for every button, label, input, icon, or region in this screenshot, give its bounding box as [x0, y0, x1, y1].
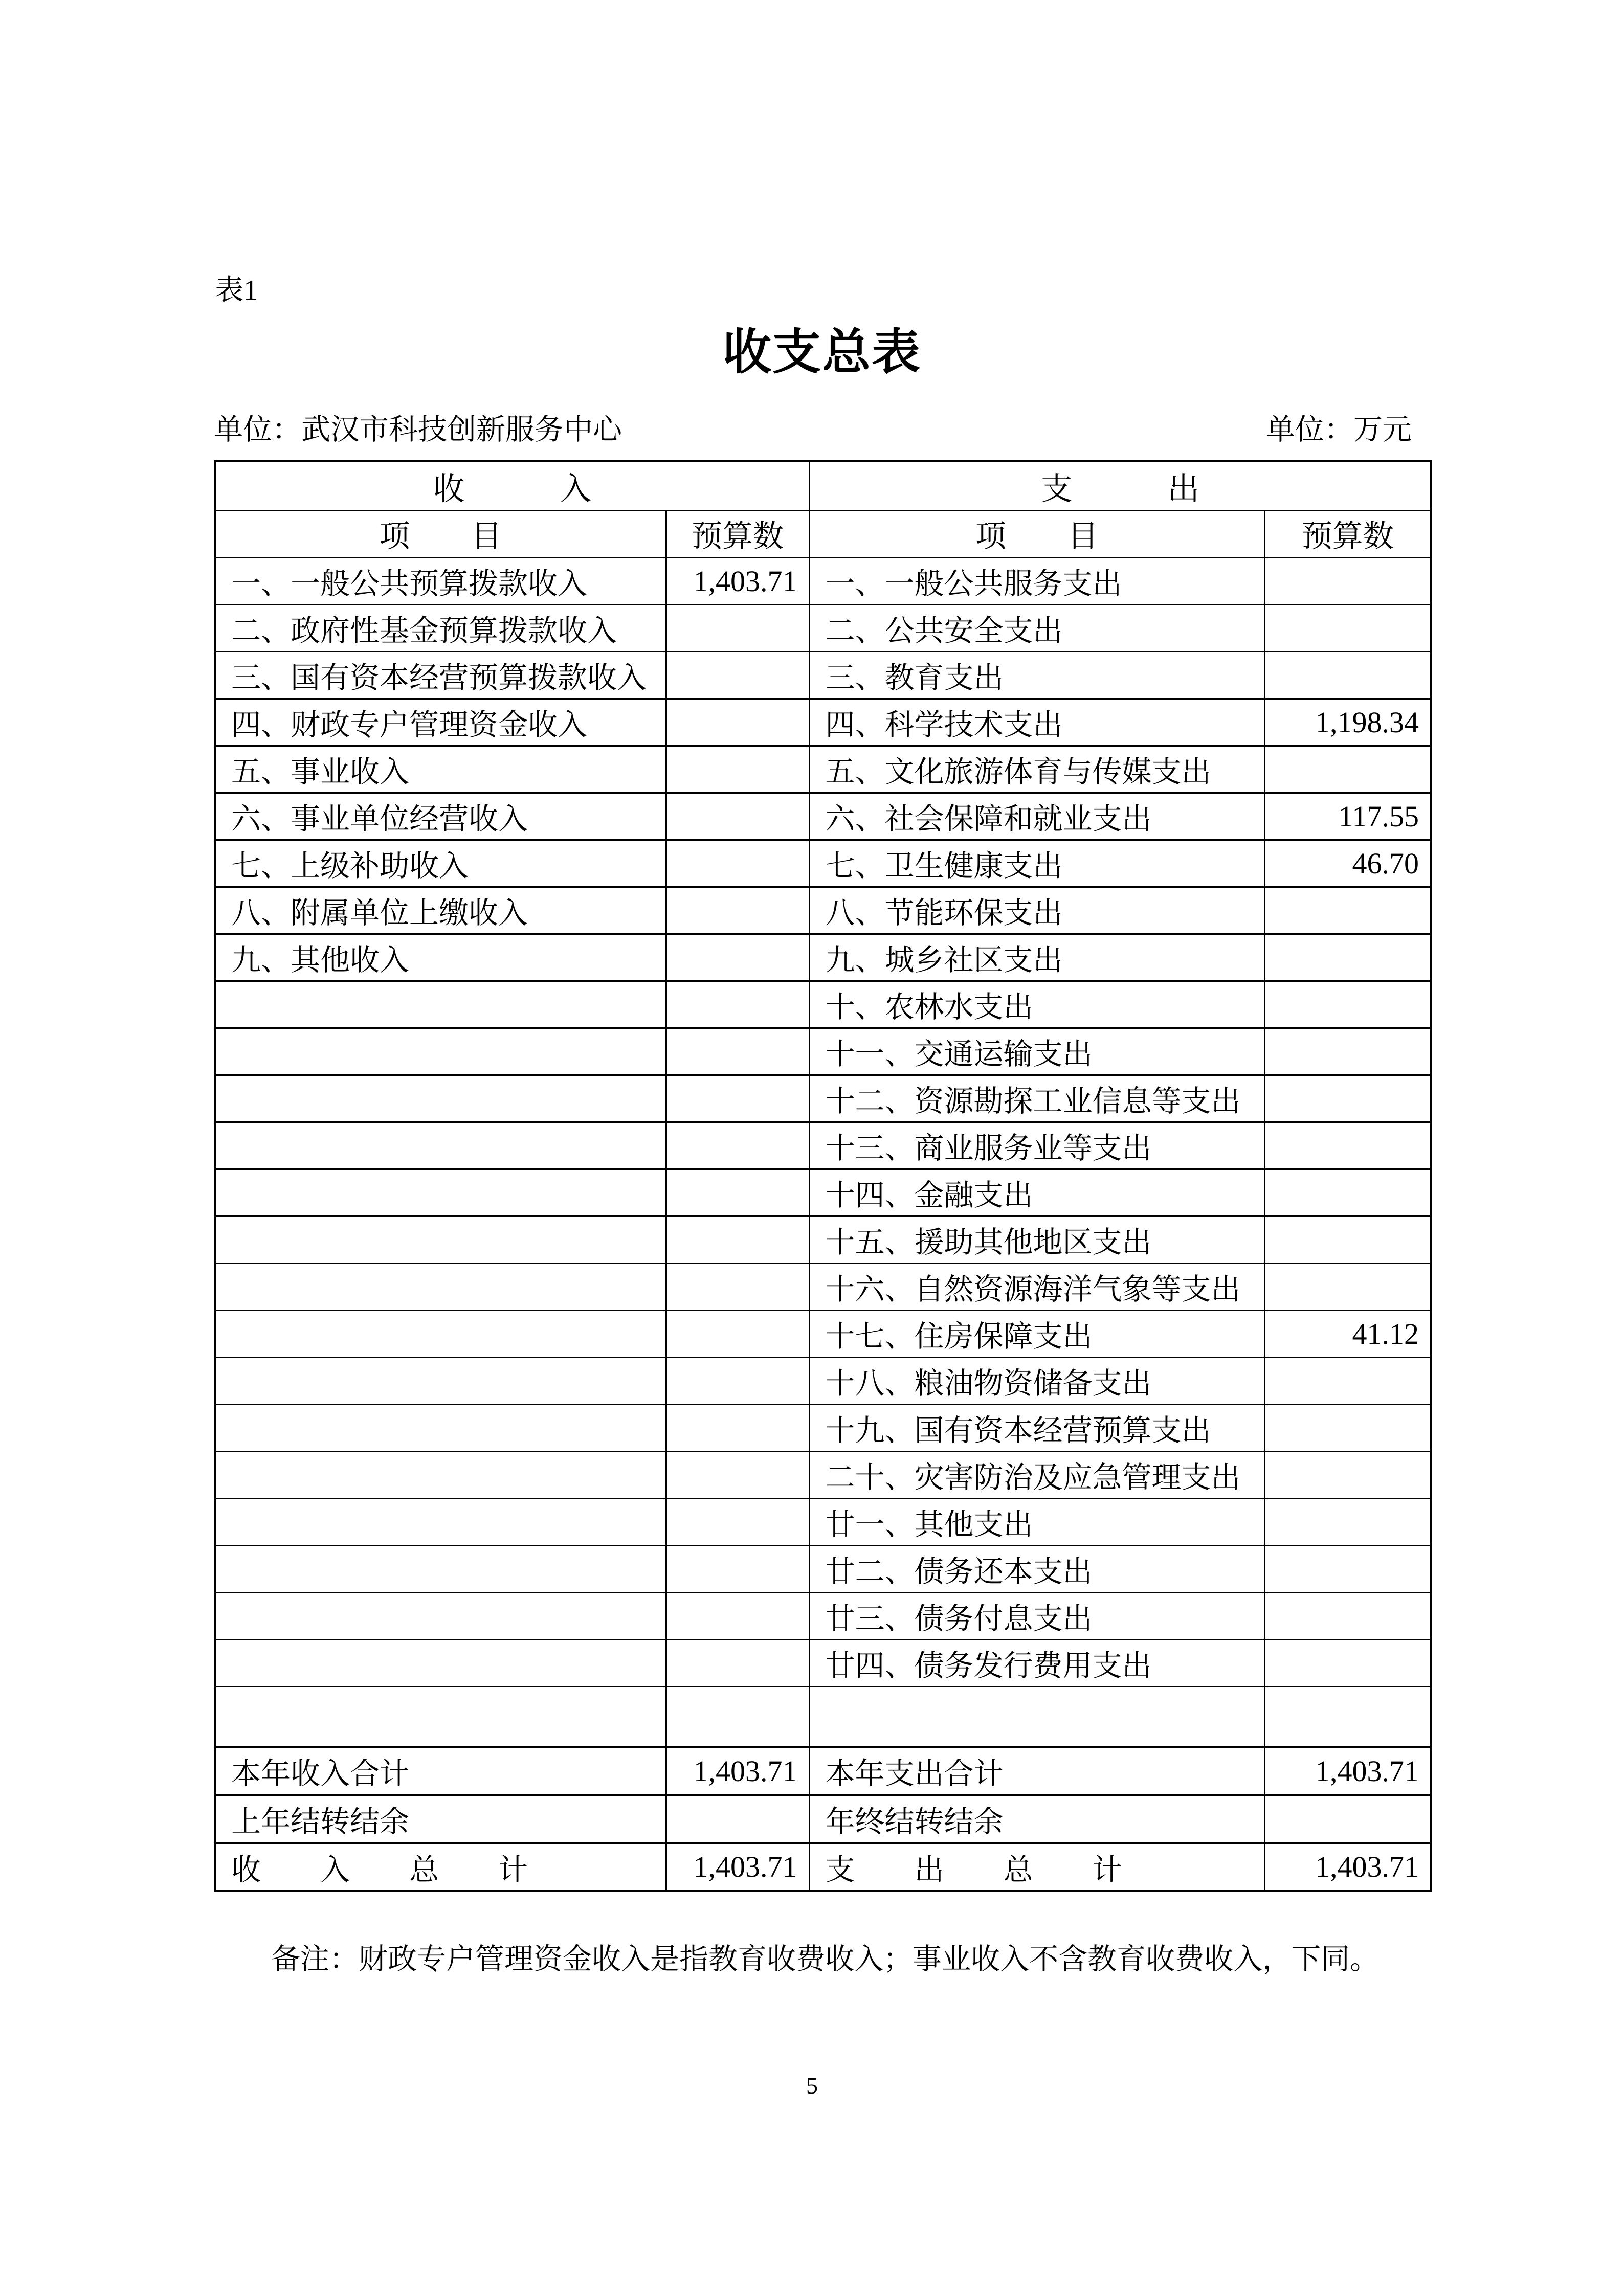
income-item-cell: [215, 1216, 666, 1263]
table-row: [215, 1795, 1431, 1843]
expense-budget-cell: [1264, 1028, 1431, 1075]
expense-budget-cell: 41.12: [1264, 1310, 1431, 1357]
table-row: [215, 557, 1431, 604]
footer-note: 备注：财政专户管理资金收入是指教育收费收入；事业收入不含教育收费收入，下同。: [271, 1943, 1379, 1975]
income-item-cell: [215, 1122, 666, 1169]
table-row: [215, 699, 1431, 746]
table-row: [215, 840, 1431, 887]
table-body: [215, 557, 1431, 1891]
income-budget-cell: [666, 604, 809, 651]
expense-item-cell: 廿二、债务还本支出: [809, 1545, 1264, 1592]
income-item-cell: [215, 1592, 666, 1639]
expense-budget-cell: [1264, 1263, 1431, 1310]
currency-unit-label: 单位：万元: [1266, 414, 1412, 446]
income-budget-cell: [666, 1122, 809, 1169]
income-budget-cell: [666, 1075, 809, 1122]
table-row: [215, 1310, 1431, 1357]
expense-item-cell: 十二、资源勘探工业信息等支出: [809, 1075, 1264, 1122]
income-budget-cell: [666, 981, 809, 1028]
income-budget-cell: 1,403.71: [666, 1843, 809, 1891]
income-budget-cell: [666, 1498, 809, 1545]
table-row: [215, 1545, 1431, 1592]
table-row: [215, 1404, 1431, 1451]
expense-item-column-header: 项 目: [809, 510, 1264, 557]
income-item-cell: 八、附属单位上缴收入: [215, 887, 666, 934]
expense-budget-cell: 117.55: [1264, 793, 1431, 840]
expense-budget-cell: [1264, 887, 1431, 934]
expense-item-cell: 年终结转结余: [809, 1795, 1264, 1843]
income-budget-cell: [666, 1357, 809, 1404]
expense-budget-cell: 1,403.71: [1264, 1747, 1431, 1795]
income-budget-cell: [666, 1216, 809, 1263]
expense-budget-cell: [1264, 1357, 1431, 1404]
income-budget-cell: 1,403.71: [666, 557, 809, 604]
expense-item-cell: 廿一、其他支出: [809, 1498, 1264, 1545]
expense-section-header: 支 出: [809, 461, 1431, 510]
expense-item-cell: 本年支出合计: [809, 1747, 1264, 1795]
expense-item-cell: 十四、金融支出: [809, 1169, 1264, 1216]
income-item-cell: [215, 1075, 666, 1122]
unit-name-label: 单位：武汉市科技创新服务中心: [214, 414, 622, 446]
income-budget-cell: [666, 651, 809, 699]
table-head: [215, 461, 1431, 557]
expense-item-cell: 六、社会保障和就业支出: [809, 793, 1264, 840]
expense-item-cell: 十五、援助其他地区支出: [809, 1216, 1264, 1263]
income-budget-cell: [666, 840, 809, 887]
income-item-cell: [215, 1498, 666, 1545]
expense-item-cell: 十、农林水支出: [809, 981, 1264, 1028]
expense-budget-cell: [1264, 934, 1431, 981]
expense-item-cell: [809, 1686, 1264, 1747]
table-row: [215, 1357, 1431, 1404]
income-item-cell: 九、其他收入: [215, 934, 666, 981]
income-item-cell: [215, 1639, 666, 1686]
income-item-cell: 四、财政专户管理资金收入: [215, 699, 666, 746]
table-row: [215, 1216, 1431, 1263]
expense-item-cell: 八、节能环保支出: [809, 887, 1264, 934]
income-item-cell: [215, 981, 666, 1028]
table-row: [215, 1747, 1431, 1795]
expense-item-cell: 十七、住房保障支出: [809, 1310, 1264, 1357]
table-row: [215, 1451, 1431, 1498]
expense-budget-cell: [1264, 1545, 1431, 1592]
income-item-cell: 三、国有资本经营预算拨款收入: [215, 651, 666, 699]
income-budget-cell: [666, 1028, 809, 1075]
expense-budget-cell: [1264, 1075, 1431, 1122]
expense-budget-cell: [1264, 746, 1431, 793]
expense-item-cell: 十九、国有资本经营预算支出: [809, 1404, 1264, 1451]
income-budget-cell: [666, 1545, 809, 1592]
table-row: [215, 1498, 1431, 1545]
income-item-cell: 本年收入合计: [215, 1747, 666, 1795]
page-number: 5: [806, 2073, 818, 2099]
page-title: 收支总表: [722, 325, 921, 379]
expense-budget-cell: [1264, 1216, 1431, 1263]
income-item-cell: [215, 1169, 666, 1216]
expense-item-cell: 十一、交通运输支出: [809, 1028, 1264, 1075]
expense-budget-cell: 1,198.34: [1264, 699, 1431, 746]
expense-item-cell: 七、卫生健康支出: [809, 840, 1264, 887]
expense-item-cell: 四、科学技术支出: [809, 699, 1264, 746]
table-row: [215, 1639, 1431, 1686]
table-row: [215, 651, 1431, 699]
expense-budget-cell: [1264, 1498, 1431, 1545]
income-budget-cell: [666, 1795, 809, 1843]
income-item-cell: [215, 1357, 666, 1404]
income-item-cell: 上年结转结余: [215, 1795, 666, 1843]
income-budget-cell: [666, 887, 809, 934]
expense-item-cell: 十六、自然资源海洋气象等支出: [809, 1263, 1264, 1310]
expense-item-cell: 十八、粮油物资储备支出: [809, 1357, 1264, 1404]
income-item-cell: 一、一般公共预算拨款收入: [215, 557, 666, 604]
income-budget-cell: [666, 934, 809, 981]
income-budget-cell: [666, 746, 809, 793]
income-budget-cell: [666, 1310, 809, 1357]
income-budget-cell: 1,403.71: [666, 1747, 809, 1795]
table-row: [215, 934, 1431, 981]
expense-budget-cell: [1264, 604, 1431, 651]
expense-budget-cell: 46.70: [1264, 840, 1431, 887]
expense-budget-cell: [1264, 1686, 1431, 1747]
income-budget-cell: [666, 1592, 809, 1639]
expense-budget-cell: [1264, 1404, 1431, 1451]
table-row: [215, 1686, 1431, 1747]
table-row: [215, 1075, 1431, 1122]
income-item-cell: [215, 1028, 666, 1075]
unit-line: [214, 414, 1430, 446]
table-row: [215, 1028, 1431, 1075]
expense-budget-cell: [1264, 1169, 1431, 1216]
expense-budget-column-header: 预算数: [1264, 510, 1431, 557]
table-row: [215, 793, 1431, 840]
expense-budget-cell: [1264, 1451, 1431, 1498]
expense-budget-cell: 1,403.71: [1264, 1843, 1431, 1891]
income-item-cell: [215, 1451, 666, 1498]
expense-budget-cell: [1264, 651, 1431, 699]
table-label: 表1: [215, 275, 258, 306]
income-item-cell: 六、事业单位经营收入: [215, 793, 666, 840]
income-budget-cell: [666, 793, 809, 840]
income-budget-cell: [666, 1639, 809, 1686]
expense-item-cell: 五、文化旅游体育与传媒支出: [809, 746, 1264, 793]
income-item-cell: 收 入 总 计: [215, 1843, 666, 1891]
income-budget-cell: [666, 699, 809, 746]
income-budget-cell: [666, 1686, 809, 1747]
income-item-cell: 七、上级补助收入: [215, 840, 666, 887]
income-budget-cell: [666, 1169, 809, 1216]
expense-item-cell: 二十、灾害防治及应急管理支出: [809, 1451, 1264, 1498]
income-item-cell: [215, 1404, 666, 1451]
expense-budget-cell: [1264, 557, 1431, 604]
table-row: [215, 746, 1431, 793]
expense-item-cell: 三、教育支出: [809, 651, 1264, 699]
table-row: [215, 1122, 1431, 1169]
table-row: [215, 604, 1431, 651]
income-item-column-header: 项 目: [215, 510, 666, 557]
income-item-cell: 二、政府性基金预算拨款收入: [215, 604, 666, 651]
expense-budget-cell: [1264, 1795, 1431, 1843]
table-row: [215, 1169, 1431, 1216]
income-budget-cell: [666, 1451, 809, 1498]
expense-budget-cell: [1264, 1122, 1431, 1169]
income-item-cell: [215, 1263, 666, 1310]
income-section-header: 收 入: [215, 461, 809, 510]
income-budget-cell: [666, 1404, 809, 1451]
expense-item-cell: 廿三、债务付息支出: [809, 1592, 1264, 1639]
income-budget-cell: [666, 1263, 809, 1310]
income-budget-column-header: 预算数: [666, 510, 809, 557]
table-row: [215, 981, 1431, 1028]
table-row: [215, 1592, 1431, 1639]
income-item-cell: [215, 1545, 666, 1592]
budget-summary-table: [214, 460, 1432, 1892]
expense-item-cell: 九、城乡社区支出: [809, 934, 1264, 981]
expense-item-cell: 十三、商业服务业等支出: [809, 1122, 1264, 1169]
expense-budget-cell: [1264, 1592, 1431, 1639]
expense-item-cell: 二、公共安全支出: [809, 604, 1264, 651]
expense-budget-cell: [1264, 981, 1431, 1028]
income-item-cell: [215, 1310, 666, 1357]
column-header-row: [215, 510, 1431, 557]
table-row: [215, 887, 1431, 934]
table-row: [215, 1843, 1431, 1891]
income-item-cell: [215, 1686, 666, 1747]
income-item-cell: 五、事业收入: [215, 746, 666, 793]
expense-item-cell: 一、一般公共服务支出: [809, 557, 1264, 604]
expense-item-cell: 廿四、债务发行费用支出: [809, 1639, 1264, 1686]
table-row: [215, 1263, 1431, 1310]
expense-item-cell: 支 出 总 计: [809, 1843, 1264, 1891]
expense-budget-cell: [1264, 1639, 1431, 1686]
section-header-row: [215, 461, 1431, 510]
